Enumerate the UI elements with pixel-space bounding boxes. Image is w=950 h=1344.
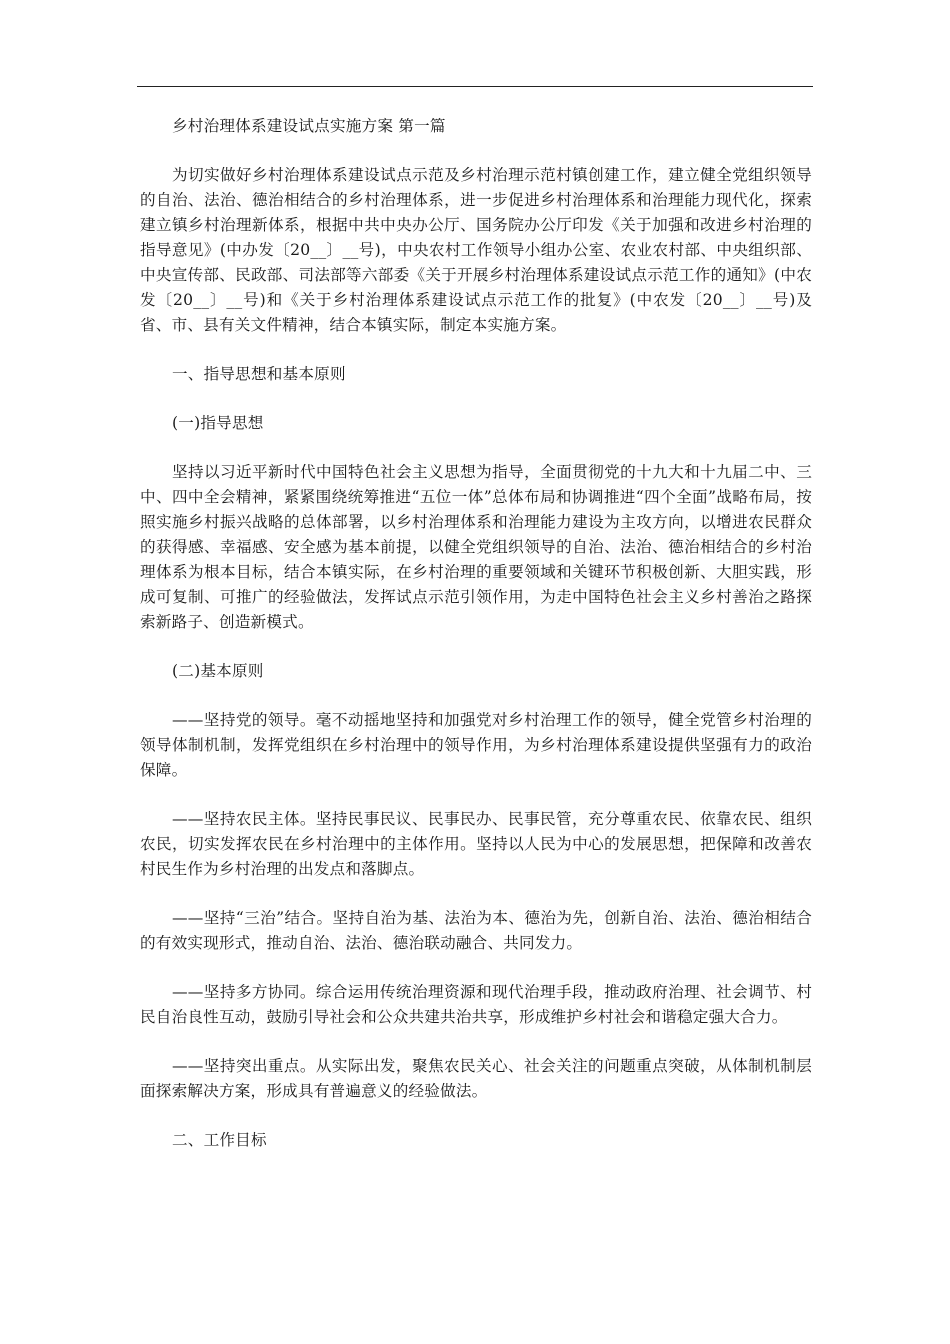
- section-heading-work-goals: 二、工作目标: [172, 1131, 267, 1149]
- guiding-thought-paragraph: 坚持以习近平新时代中国特色社会主义思想为指导，全面贯彻党的十九大和十九届二中、三中、四中全会精神，紧紧围绕统筹推进“五位一体”总体布局和协调推进“四个全面”战略布局，按照实施乡村振兴战略的总体部署，以乡村治理体系和治理能力建设为主攻方向，以增进农民群众的获得感、幸福感、安全感为基本前提，以健全党组织领导的自治、法治、德治相结合的乡村治理体系为根本目标，结合本镇实际，在乡村治理的重要领域和关键环节积极创新、大胆实践，形成可复制、可推广的经验做法，发挥试点示范引领作用，为走中国特色社会主义乡村善治之路探索新路子、创造新模式。: [140, 463, 812, 631]
- document-title: 乡村治理体系建设试点实施方案 第一篇: [172, 117, 446, 135]
- document-body: [140, 114, 812, 1177]
- principle-party-leadership: ——坚持党的领导。毫不动摇地坚持和加强党对乡村治理工作的领导，健全党管乡村治理的领导体制机制，发挥党组织在乡村治理中的领导作用，为乡村治理体系建设提供坚强有力的政治保障。: [140, 711, 812, 779]
- principle-farmer-subject: ——坚持农民主体。坚持民事民议、民事民办、民事民管，充分尊重农民、依靠农民、组织农民，切实发挥农民在乡村治理中的主体作用。坚持以人民为中心的发展思想，把保障和改善农村民生作为乡村治理的出发点和落脚点。: [140, 810, 812, 878]
- principle-key-focus: ——坚持突出重点。从实际出发，聚焦农民关心、社会关注的问题重点突破，从体制机制层面探索解决方案，形成具有普遍意义的经验做法。: [140, 1057, 812, 1100]
- principle-three-governance: ——坚持“三治”结合。坚持自治为基、法治为本、德治为先，创新自治、法治、德治相结合的有效实现形式，推动自治、法治、德治联动融合、共同发力。: [140, 909, 812, 952]
- principle-multi-party-coordination: ——坚持多方协同。综合运用传统治理资源和现代治理手段，推动政府治理、社会调节、村民自治良性互动，鼓励引导社会和公众共建共治共享，形成维护乡村社会和谐稳定强大合力。: [140, 983, 812, 1026]
- section-heading-guiding-principles: 一、指导思想和基本原则: [172, 365, 346, 383]
- subheading-guiding-thought: (一)指导思想: [172, 414, 264, 432]
- intro-paragraph: 为切实做好乡村治理体系建设试点示范及乡村治理示范村镇创建工作，建立健全党组织领导的自治、法治、德治相结合的乡村治理体系，进一步促进乡村治理体系和治理能力现代化，探索建立镇乡村治理新体系，根据中共中央办公厅、国务院办公厅印发《关于加强和改进乡村治理的指导意见》(中办发〔20__〕__号)，中央农村工作领导小组办公室、农业农村部、中央组织部、中央宣传部、民政部、司法部等六部委《关于开展乡村治理体系建设试点示范工作的通知》(中农发〔20__〕__号)和《关于乡村治理体系建设试点示范工作的批复》(中农发〔20__〕__号)及省、市、县有关文件精神，结合本镇实际，制定本实施方案。: [140, 166, 812, 334]
- subheading-basic-principles: (二)基本原则: [172, 662, 264, 680]
- header-rule: [137, 86, 813, 87]
